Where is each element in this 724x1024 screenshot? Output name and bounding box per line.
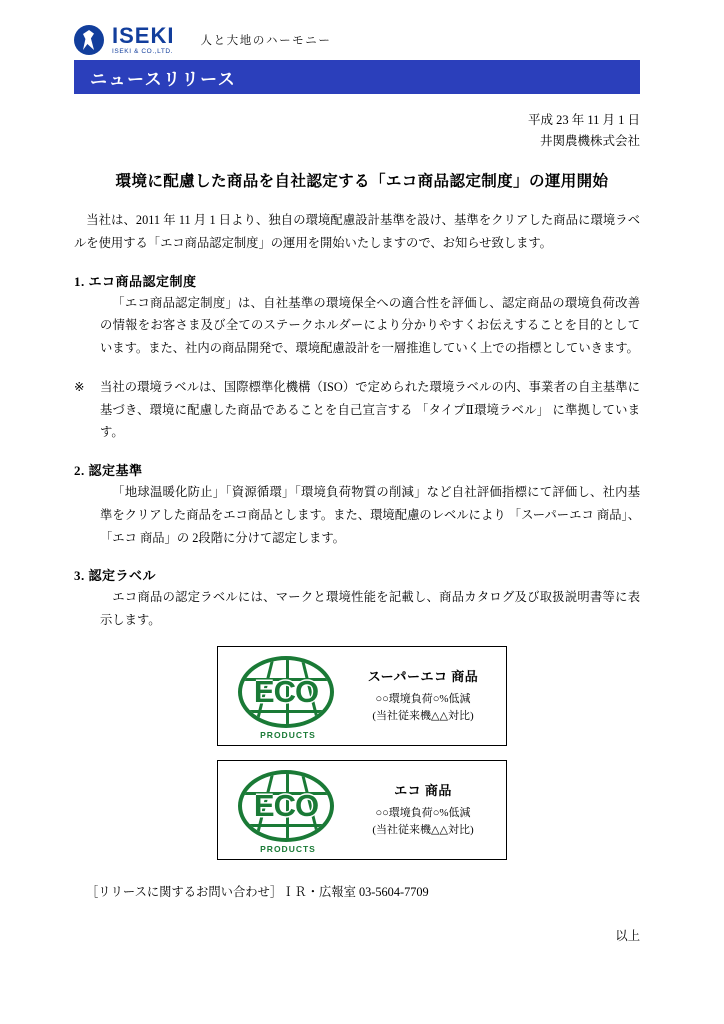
closing-mark: 以上 xyxy=(615,928,640,943)
lead-paragraph: 当社は、2011 年 11 月 1 日より、独自の環境配慮設計基準を設け、基準をクリアした商品に環境ラベルを使用する「エコ商品認定制度」の運用を開始いたしますので、お知らせ致します。 xyxy=(74,213,640,250)
eco-label-figures xyxy=(217,646,507,860)
page-title: 環境に配慮した商品を自社認定する「エコ商品認定制度」の運用開始 xyxy=(115,173,609,191)
logo-wordmark xyxy=(112,24,174,56)
section-3 xyxy=(74,565,640,631)
logo-header xyxy=(0,0,724,56)
eco-globe-icon xyxy=(238,656,334,728)
news-release-banner xyxy=(74,60,640,94)
note-mark: ※ xyxy=(74,379,85,394)
section-2-heading: 認定基準 xyxy=(88,463,143,479)
super-eco-label-title: スーパーエコ 商品 xyxy=(367,668,479,684)
section-2-number: 2. xyxy=(74,463,85,479)
eco-products-text: PRODUCTS xyxy=(260,729,316,740)
section-1-title xyxy=(74,271,640,290)
document-meta xyxy=(74,110,640,151)
note-body: 当社の環境ラベルは、国際標準化機構（ISO）で定められた環境ラベルの内、事業者の自主基準に基づき、環境に配慮した商品であることを自己宣言する 「タイプⅡ環境ラベル」 に準拠しています。 xyxy=(100,379,640,440)
release-date: 平成 23 年 11 月 1 日 xyxy=(527,113,640,127)
iso-note xyxy=(74,376,640,444)
eco-products-text-2: PRODUCTS xyxy=(260,843,316,854)
section-3-number: 3. xyxy=(74,568,85,584)
eco-globe-icon-2 xyxy=(238,770,334,842)
eco-label-line2: (当社従来機△△対比) xyxy=(372,824,474,837)
news-release-banner-text: ニュースリリース xyxy=(90,69,237,89)
super-eco-label-line1: ○○環境負荷○%低減 xyxy=(375,692,471,705)
section-1 xyxy=(74,271,640,360)
super-eco-label-line2: (当社従来機△△対比) xyxy=(372,710,474,723)
contact-line: ［リリースに関するお問い合わせ］ＩＲ・広報室 03-5604-7709 xyxy=(86,884,429,899)
eco-letters-2: ECO xyxy=(253,787,319,823)
eco-label xyxy=(217,760,507,860)
eco-letters: ECO xyxy=(253,673,319,709)
section-3-body: エコ商品の認定ラベルには、マークと環境性能を記載し、商品カタログ及び取扱説明書等に表示します。 xyxy=(100,590,640,628)
section-2 xyxy=(74,460,640,549)
section-1-body: 「エコ商品認定制度」は、自社基準の環境保全への適合性を評価し、認定商品の環境負荷改善の情報をお客さま及び全てのステークホルダーにより分かりやすくお伝えすることを目的としています。また、社内の商品開発で、環境配慮設計を一層推進していく上での指標としていきます。 xyxy=(100,295,640,356)
eco-products-mark-icon-2 xyxy=(228,767,348,853)
section-1-number: 1. xyxy=(74,273,85,289)
section-3-heading: 認定ラベル xyxy=(88,568,157,584)
section-2-title xyxy=(74,460,640,479)
company-name: 井関農機株式会社 xyxy=(539,133,640,148)
eco-products-mark-icon xyxy=(228,653,348,739)
section-3-title xyxy=(74,565,640,584)
logo-tagline: 人と大地のハーモニー xyxy=(200,35,332,47)
super-eco-label xyxy=(217,646,507,746)
section-2-body: 「地球温暖化防止」「資源循環」「環境負荷物質の削減」など自社評価指標にて評価し、社内基準をクリアした商品をエコ商品とします。また、環境配慮のレベルにより 「スーパーエコ 商品」、「エコ 商品」の 2段階に分けて認定します。 xyxy=(100,485,640,545)
iseki-logo-icon xyxy=(74,25,104,55)
eco-label-line1: ○○環境負荷○%低減 xyxy=(375,806,471,819)
logo-name: ISEKI xyxy=(112,23,175,49)
super-eco-label-text xyxy=(348,666,506,726)
logo-subtitle: ISEKI & CO.,LTD. xyxy=(112,48,174,56)
section-1-heading: エコ商品認定制度 xyxy=(88,273,197,289)
eco-label-text xyxy=(348,780,506,840)
eco-label-title: エコ 商品 xyxy=(394,782,452,798)
